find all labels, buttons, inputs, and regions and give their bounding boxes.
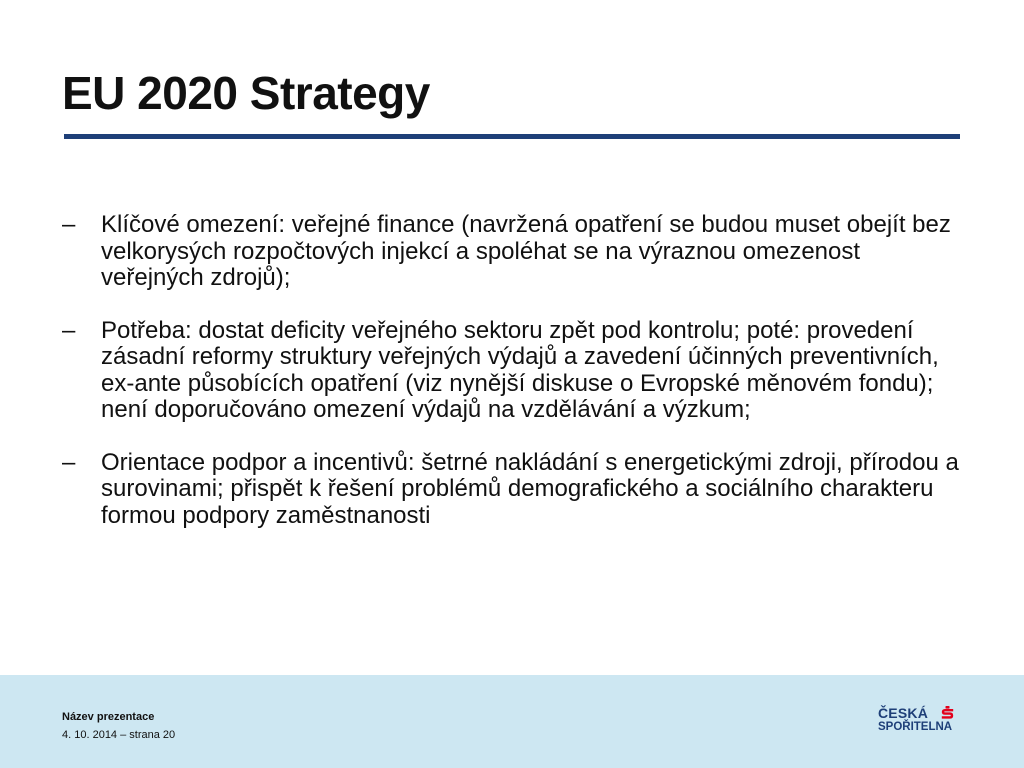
ceska-sporitelna-s-icon	[941, 706, 954, 721]
logo-line1: ČESKÁ	[878, 705, 929, 721]
presentation-name: Název prezentace	[62, 711, 155, 723]
bullet-dash: –	[62, 448, 76, 476]
bullet-text: Orientace podpor a incentivů: šetrné nakládání s energetickými zdroji, přírodou a surovinami; přispět k řešení problémů demografického a sociálního charakteru formou podpory zaměstnanosti	[101, 448, 959, 529]
bullet-item	[62, 212, 962, 292]
bullet-item	[62, 318, 962, 424]
date-page-number: 4. 10. 2014 – strana 20	[62, 729, 176, 741]
slide-title: EU 2020 Strategy	[62, 67, 430, 119]
footer	[0, 675, 1024, 768]
title-underline	[64, 134, 960, 139]
bullet-dash: –	[62, 211, 76, 238]
bullet-dash: –	[62, 316, 76, 344]
bullet-text: Potřeba: dostat deficity veřejného sektoru zpět pod kontrolu; poté: provedení zásadní reformy struktury veřejných výdajů a zavedení účinných preventivních, ex-ante působících opatření (viz nynější diskuse o Evropské měnovém fondu); není doporučováno omezení výdajů na vzdělávání a výzkum;	[101, 316, 939, 423]
bullet-item	[62, 450, 962, 530]
bullet-list	[62, 212, 962, 555]
ceska-sporitelna-logo	[878, 706, 958, 740]
logo-line2: SPOŘITELNA	[878, 721, 953, 733]
bullet-text: Klíčové omezení: veřejné finance (navržená opatření se budou muset obejít bez velkorysých rozpočtových injekcí a spoléhat se na výraznou omezenost veřejných zdrojů);	[101, 211, 951, 291]
